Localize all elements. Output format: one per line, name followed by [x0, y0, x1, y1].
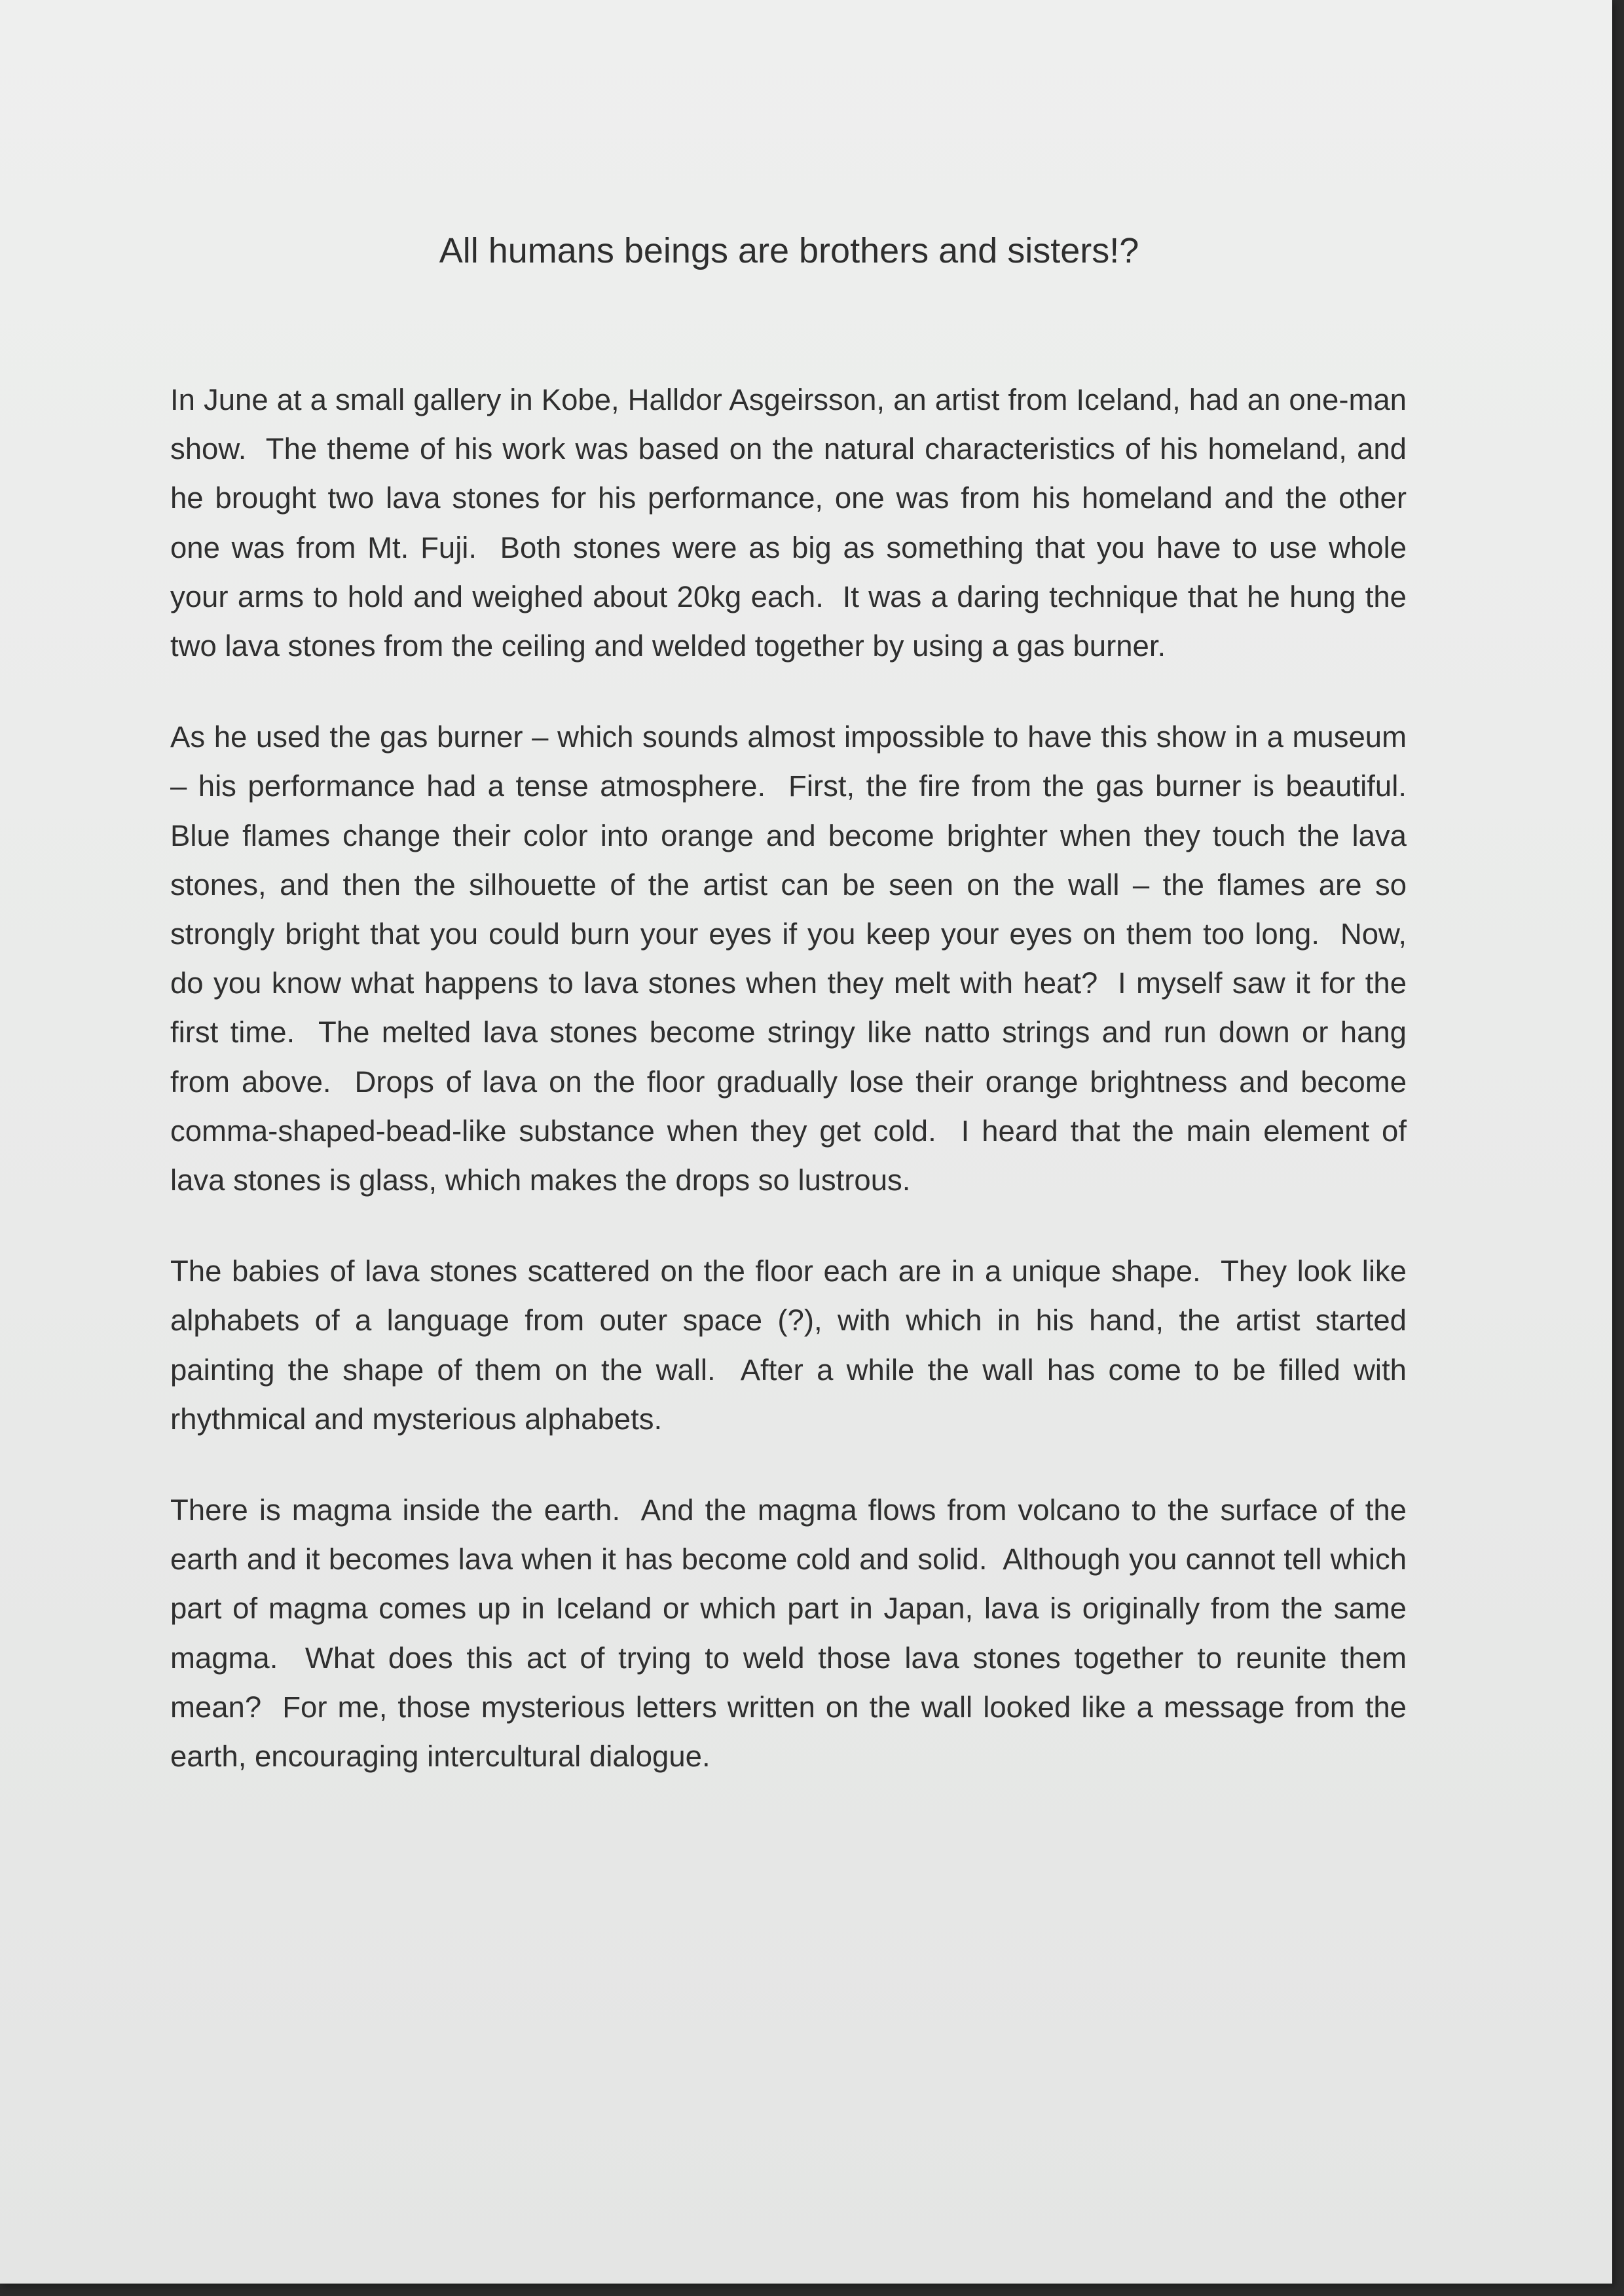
paragraph-3: The babies of lava stones scattered on the floor each are in a unique shape. They look like alphabets of a language from outer space (?), with which in his hand, the artist started painting the shape of them on the wall. After a while the wall has come to be filled with rhythmical and mysterious alphabets. [170, 1254, 1415, 1436]
paragraph-1: In June at a small gallery in Kobe, Halldor Asgeirsson, an artist from Iceland, had an one-man show. The theme of his work was based on the natural characteristics of his homeland, and he brought two lava stones for his performance, one was from his homeland and the other one was from Mt. Fuji. Both stones were as big as something that you have to use whole your arms to hold and weighed about 20kg each. It was a daring technique that he hung the two lava stones from the ceiling and welded together by using a gas burner. [170, 383, 1415, 663]
paragraph-2: As he used the gas burner – which sounds almost impossible to have this show in a museum – his performance had a tense atmosphere. First, the fire from the gas burner is beautiful. Blue flames change their color into orange and become brighter when they touch the lava stones, and then the silhouette of the artist can be seen on the wall – the flames are so strongly bright that you could burn your eyes if you keep your eyes on them too long. Now, do you know what happens to lava stones when they melt with heat? I myself saw it for the first time. The melted lava stones become stringy like natto strings and run down or hang from above. Drops of lava on the floor gradually lose their orange brightness and become comma-shaped-bead-like substance when they get cold. I heard that the main element of lava stones is glass, which makes the drops so lustrous. [170, 720, 1424, 1197]
document-body [170, 375, 1424, 1823]
document-title: All humans beings are brothers and sisters!? [439, 231, 1139, 270]
paragraph-4: There is magma inside the earth. And the magma flows from volcano to the surface of the earth and it becomes lava when it has become cold and solid. Although you cannot tell which part of magma comes up in Iceland or which part in Japan, lava is originally from the same magma. What does this act of trying to weld those lava stones together to reunite them mean? For me, those mysterious letters written on the wall looked like a message from the earth, encouraging intercultural dialogue. [170, 1493, 1415, 1774]
